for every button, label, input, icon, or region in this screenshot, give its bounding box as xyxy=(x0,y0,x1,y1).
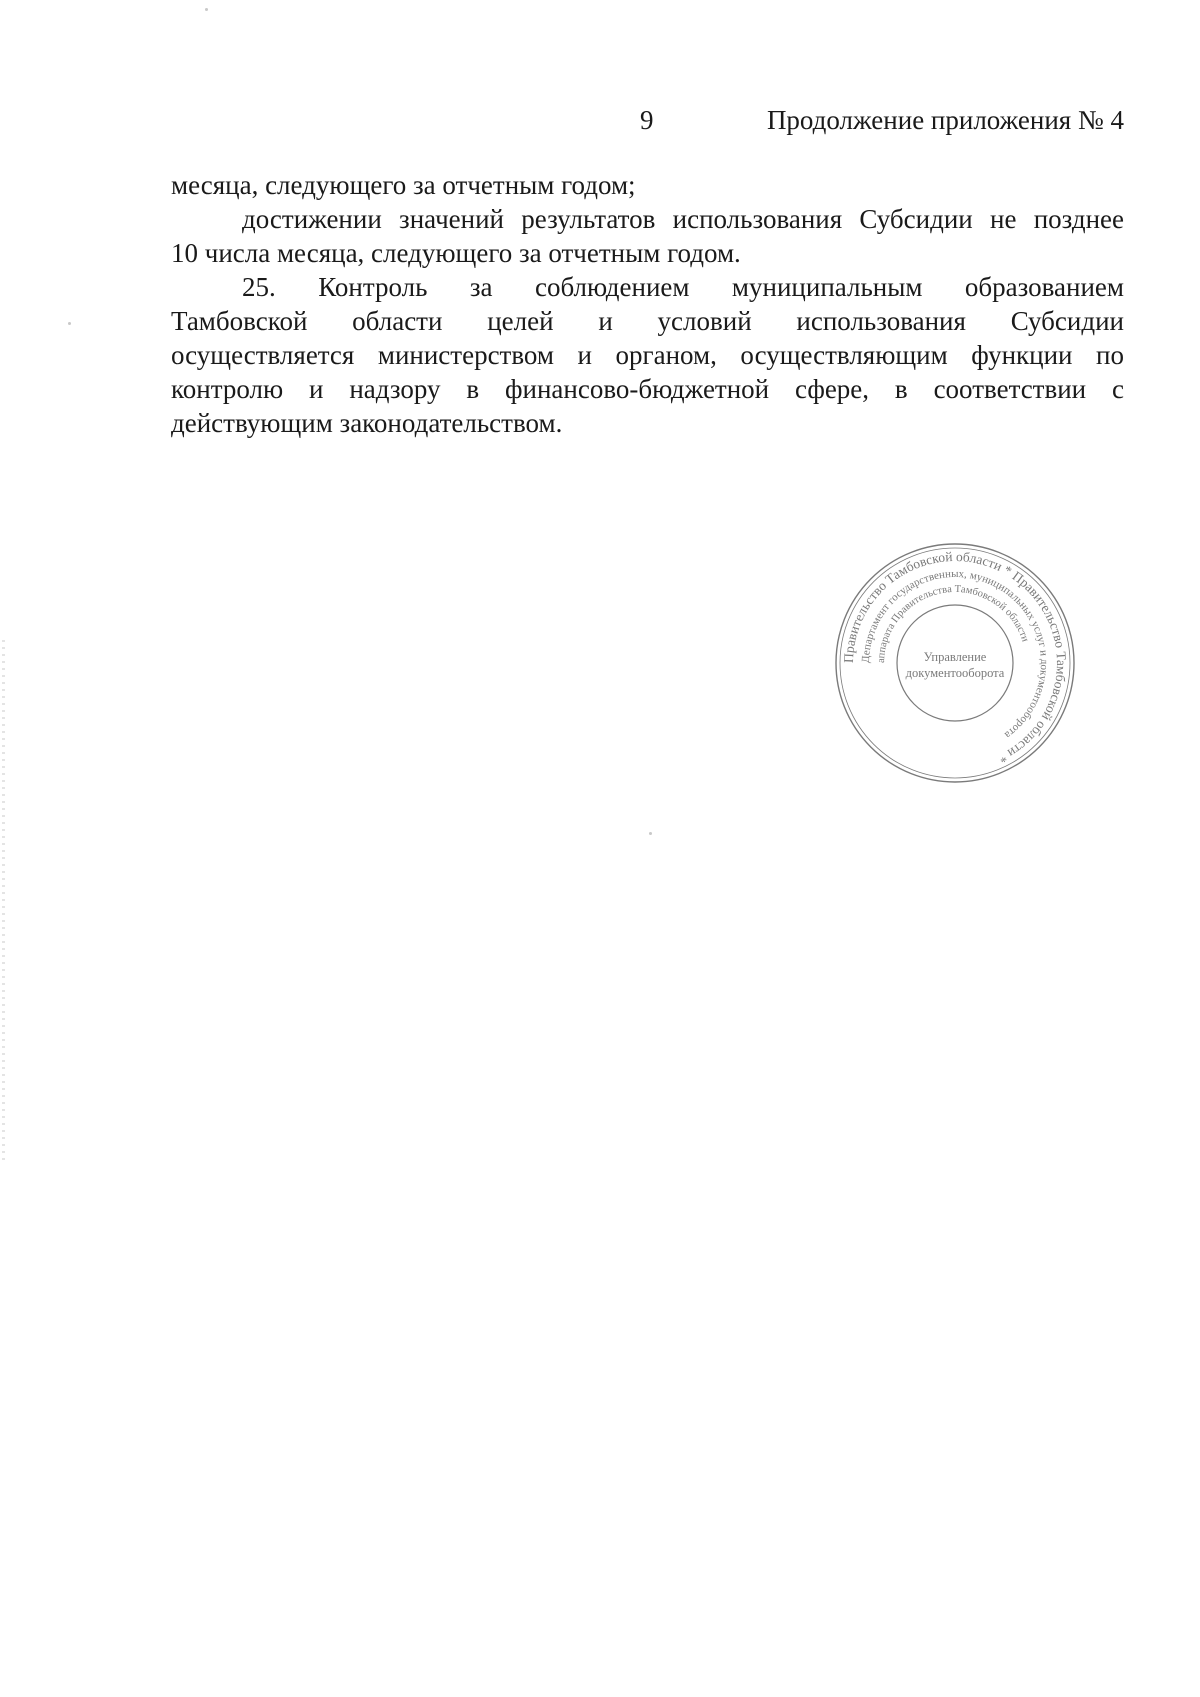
paragraph-25-line: 25. Контроль за соблюдением муниципальным образованием xyxy=(242,272,1124,302)
scan-dust-artifact xyxy=(68,322,71,325)
appendix-label: Продолжение приложения № 4 xyxy=(766,105,1124,135)
official-seal-stamp xyxy=(832,540,1078,786)
text-line: месяца, следующего за отчетным годом; xyxy=(171,170,636,200)
text-line: осуществляется министерством и органом, осуществляющим функции по xyxy=(171,340,1124,370)
seal-inner-ring-path: аппарата Правительства Тамбовской области xyxy=(875,583,1031,664)
scan-margin-artifact xyxy=(2,640,5,1160)
seal-center-line-2: документооборота xyxy=(905,666,1005,680)
seal-center-line-1: Управление xyxy=(923,650,987,664)
seal-middle-ring-path: Департамент государственных, муниципальных услуг и документооборота xyxy=(859,567,1051,741)
text-line: 10 числа месяца, следующего за отчетным годом. xyxy=(171,238,741,268)
body-text xyxy=(171,168,1124,440)
text-line: действующим законодательством. xyxy=(171,408,563,438)
scan-dust-artifact xyxy=(205,8,208,11)
text-line: Тамбовской области целей и условий использования Субсидии xyxy=(171,306,1124,336)
scan-dust-artifact xyxy=(649,832,652,835)
page-number: 9 xyxy=(640,105,654,135)
seal-outer-ring-path: Правительство Тамбовской области * Правительство Тамбовской области * xyxy=(840,548,1070,767)
text-line: контролю и надзору в финансово-бюджетной сфере, в соответствии с xyxy=(171,374,1124,404)
text-line: достижении значений результатов использования Субсидии не позднее xyxy=(242,204,1124,234)
